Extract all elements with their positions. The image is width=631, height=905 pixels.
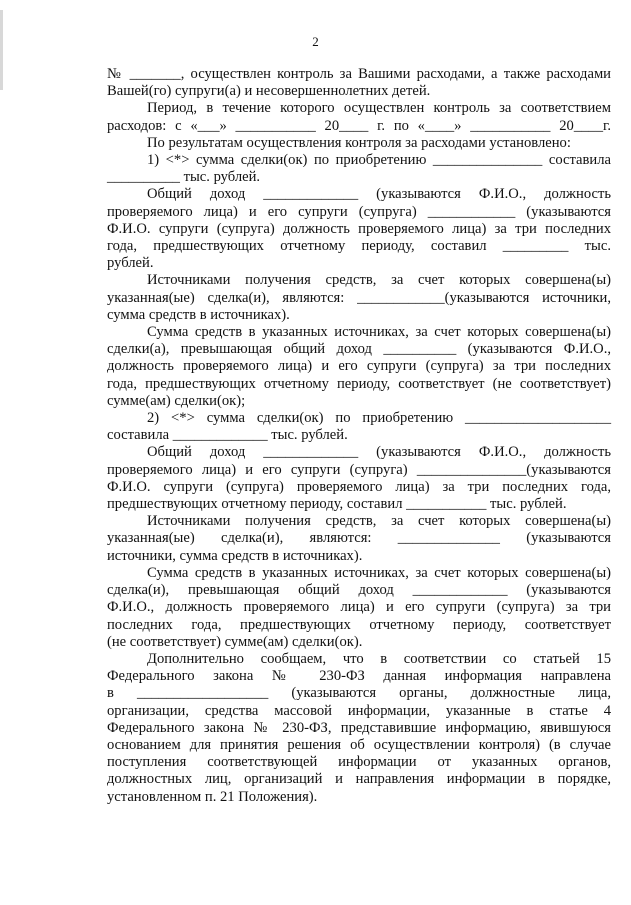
text-line: сумме(ам) сделки(ок);	[107, 392, 246, 409]
page-number: 2	[312, 34, 319, 49]
text-line: в __________________ (указываются органы, должностные лица,	[107, 685, 611, 702]
text-line: источники, сумма средств в источниках).	[107, 547, 363, 564]
text-line: последних года, предшествующих отчетному периоду, соответствует	[107, 616, 611, 633]
text-line: указанная(ые) сделка(и), являются: ______________ (указываются	[107, 530, 611, 547]
text-line: составила _____________ тыс. рублей.	[107, 427, 348, 444]
text-line: (не соответствует) сумме(ам) сделки(ок).	[107, 633, 363, 650]
text-line: Источниками получения средств, за счет которых совершена(ы)	[147, 513, 611, 530]
text-line: Ф.И.О., должность проверяемого лица) и его супруги (супруга) за три	[107, 599, 611, 616]
text-line: проверяемого лица) и его супруги (супруга) _______________(указываются	[107, 461, 611, 478]
text-line: организации, средства массовой информации, указанные в статье 4	[107, 702, 611, 719]
text-line: указанная(ые) сделка(и), являются: ____________(указываются источники,	[107, 289, 611, 306]
text-line: Вашей(го) супруги(а) и несовершеннолетних детей.	[107, 83, 431, 100]
text-line: Сумма средств в указанных источниках, за счет которых совершена(ы)	[147, 324, 611, 341]
text-line: проверяемого лица) и его супруги (супруга) ____________ (указываются	[107, 203, 611, 220]
document-body	[107, 66, 611, 806]
text-line: расходов: с «___» ___________ 20____ г. по «____» ___________ 20____г.	[107, 117, 611, 134]
scan-edge-artifact	[0, 10, 3, 90]
text-line: 1) <*> сумма сделки(ок) по приобретению _______________ составила	[147, 152, 611, 169]
text-line: Федерального закона № 230-ФЗ, представившие информацию, явившуюся	[107, 719, 611, 736]
text-line: основанием для принятия решения об осуществлении контроля) (в случае	[107, 736, 611, 753]
text-line: Ф.И.О. супруги (супруга) должность проверяемого лица) за три последних	[107, 220, 611, 237]
text-line: года, предшествующих отчетному периоду, соответствует (не соответствует)	[107, 375, 611, 392]
text-line: года, предшествующих отчетному периоду, составил _________ тыс.	[107, 238, 611, 255]
text-line: должность проверяемого лица) и его супруги (супруга) за три последних	[107, 358, 611, 375]
text-line: Источниками получения средств, за счет которых совершена(ы)	[147, 272, 611, 289]
text-line: сделки(а), превышающая общий доход __________ (указываются Ф.И.О.,	[107, 341, 611, 358]
text-line: поступления соответствующей информации от указанных органов,	[107, 754, 611, 771]
text-line: должностных лиц, организаций и направления информации в порядке,	[107, 771, 611, 788]
text-line: По результатам осуществления контроля за расходами установлено:	[147, 134, 571, 151]
text-line: сумма средств в источниках).	[107, 306, 290, 323]
text-line: предшествующих отчетному периоду, составил ___________ тыс. рублей.	[107, 496, 567, 513]
text-line: сделка(и), превышающая общий доход _____________ (указываются	[107, 582, 611, 599]
text-line: Общий доход _____________ (указываются Ф.И.О., должность	[147, 186, 611, 203]
text-line: Период, в течение которого осуществлен контроль за соответствием	[147, 100, 611, 117]
text-line: Общий доход _____________ (указываются Ф.И.О., должность	[147, 444, 611, 461]
text-line: Сумма средств в указанных источниках, за счет которых совершена(ы)	[147, 564, 611, 581]
text-line: установленном п. 21 Положения).	[107, 788, 318, 805]
text-line: 2) <*> сумма сделки(ок) по приобретению ____________________	[147, 410, 611, 427]
text-line: рублей.	[107, 255, 154, 272]
text-line: Федерального закона № 230-ФЗ данная информация направлена	[107, 668, 611, 685]
text-line: Дополнительно сообщаем, что в соответствии со статьей 15	[147, 650, 611, 667]
text-line: Ф.И.О. супруги (супруга) проверяемого лица) за три последних года,	[107, 478, 611, 495]
text-line: № _______, осуществлен контроль за Вашими расходами, а также расходами	[107, 66, 611, 82]
text-line: __________ тыс. рублей.	[107, 169, 261, 186]
